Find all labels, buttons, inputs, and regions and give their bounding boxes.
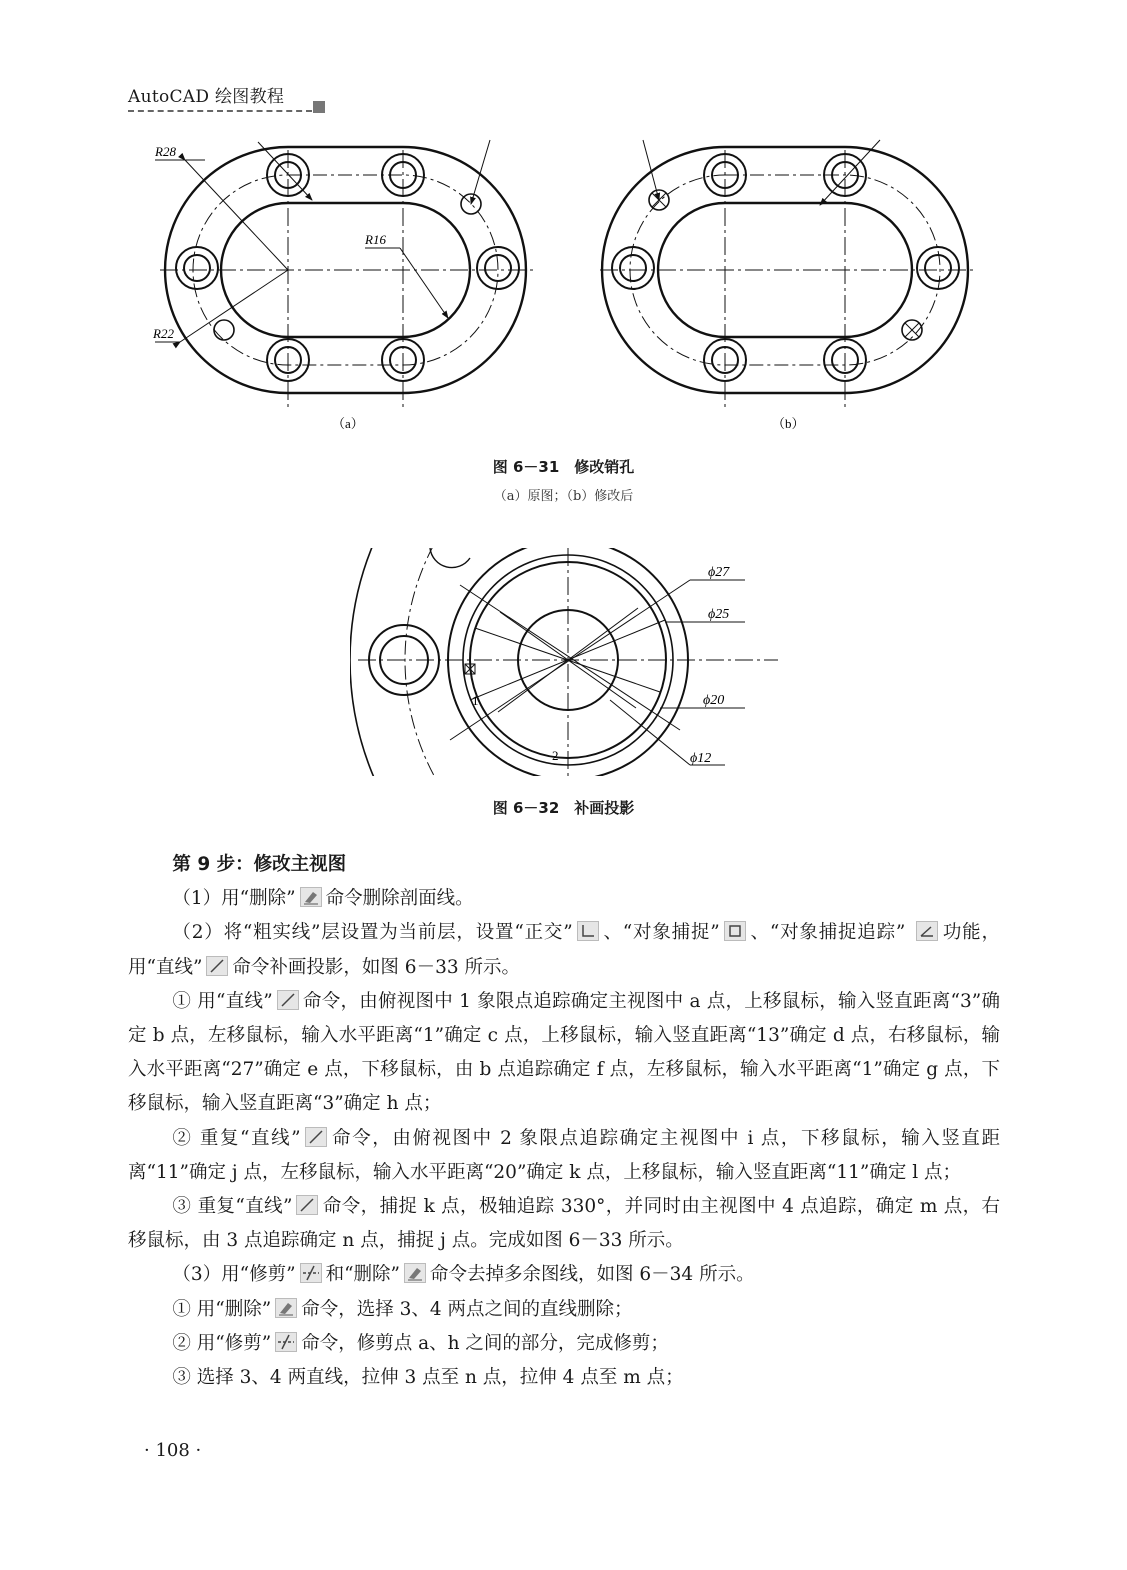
mark-2: 2: [552, 748, 559, 763]
figure-32-caption: 图 6－32 补画投影: [492, 799, 635, 817]
page-number: · 108 ·: [144, 1440, 202, 1461]
paragraph-6: [128, 1258, 1000, 1292]
figure-31-subcaption: （a）原图；（b）修改后: [493, 489, 634, 504]
dim-r16: R16: [365, 232, 386, 247]
figure-31a-drawing: [155, 140, 535, 410]
trim-icon: [300, 1263, 322, 1283]
p6-text-c: 命令去掉多余图线，如图 6－34 所示。: [430, 1264, 755, 1286]
otrack-icon: [916, 921, 938, 941]
p4-text-a: ② 重复“直线”: [172, 1127, 301, 1149]
eraser-icon: [275, 1298, 297, 1318]
dim-r28: R28: [155, 144, 176, 159]
line-icon: [305, 1127, 327, 1147]
p2-text-a: （2）将“粗实线”层设置为当前层，设置“正交”: [172, 922, 573, 944]
p8-text-b: 命令，修剪点 a、h 之间的部分，完成修剪；: [301, 1332, 669, 1354]
p5-text-b: 命令，捕捉 k 点，极轴追踪 330°，并同时由主视图中 4 点追踪，确定 m 点，右移鼠标，由 3 点追踪确定 n 点，捕捉 j 点。完成如图 6－33 所示。: [128, 1196, 1000, 1252]
trim-icon: [275, 1332, 297, 1352]
p7-text-a: ① 用“删除”: [172, 1298, 272, 1320]
eraser-icon: [300, 887, 322, 907]
p3-text-a: ① 用“直线”: [172, 990, 273, 1012]
paragraph-3: [128, 985, 1000, 1122]
p5-text-a: ③ 重复“直线”: [172, 1196, 293, 1218]
p7-text-b: 命令，选择 3、4 两点之间的直线删除；: [301, 1298, 633, 1320]
p2-text-e: 命令补画投影，如图 6－33 所示。: [232, 956, 520, 978]
dim-phi25: ϕ25: [708, 607, 730, 622]
dim-phi12: ϕ12: [690, 751, 712, 766]
p1-text-a: （1）用“删除”: [172, 888, 296, 910]
line-icon: [296, 1195, 318, 1215]
p3-text-b: 命令，由俯视图中 1 象限点追踪确定主视图中 a 点，上移鼠标，输入竖直距离“3”确定 b 点，左移鼠标，输入水平距离“1”确定 c 点，上移鼠标，输入竖直距离“13”确定 d 点，右移鼠标，输入水平距离“27”确定 e 点，下移鼠标，由 b 点追踪确定 f 点，左移鼠标，输入水平距离“1”确定 g 点，下移鼠标，输入竖直距离“3”确定 h 点；: [128, 990, 1001, 1115]
label-a: （a）: [332, 416, 364, 431]
paragraph-4: [128, 1122, 1000, 1190]
step-title: 第 9 步：修改主视图: [172, 854, 347, 875]
line-icon: [277, 990, 299, 1010]
body-text: [128, 848, 1000, 1395]
book-header: AutoCAD 绘图教程: [128, 87, 285, 107]
p2-text-b: 、“对象捕捉”: [602, 922, 720, 944]
paragraph-9: ③ 选择 3、4 两直线，拉伸 3 点至 n 点，拉伸 4 点至 m 点；: [172, 1367, 684, 1389]
dim-r22: R22: [153, 326, 174, 341]
mark-1: 1: [472, 693, 479, 708]
p1-text-b: 命令删除剖面线。: [325, 888, 474, 910]
ortho-icon: [577, 921, 599, 941]
dim-phi27: ϕ27: [708, 565, 730, 580]
paragraph-2: [128, 916, 1000, 984]
figure-32-drawing: [350, 360, 950, 820]
osnap-icon: [724, 921, 746, 941]
paragraph-8: [128, 1327, 1000, 1361]
figure-31b-drawing: [600, 140, 975, 410]
line-icon: [206, 956, 228, 976]
p2-text-c: 、“对象捕捉追踪”: [749, 922, 906, 944]
eraser-icon: [404, 1263, 426, 1283]
p4-text-b: 命令，由俯视图中 2 象限点追踪确定主视图中 i 点，下移鼠标，输入竖直距离“11”确定 j 点，左移鼠标，输入水平距离“20”确定 k 点，上移鼠标，输入竖直距离“11”确定 l 点；: [128, 1127, 1000, 1183]
p6-text-a: （3）用“修剪”: [172, 1264, 296, 1286]
paragraph-7: [128, 1293, 1000, 1327]
label-b: （b）: [772, 416, 805, 431]
figure-31-caption: 图 6－31 修改销孔: [492, 458, 635, 476]
paragraph-1: [128, 882, 1000, 916]
dim-phi20: ϕ20: [703, 693, 725, 708]
paragraph-5: [128, 1190, 1000, 1258]
p6-text-b: 和“删除”: [325, 1264, 400, 1286]
p8-text-a: ② 用“修剪”: [172, 1332, 272, 1354]
p2-text-d: 功能，用“直线”: [128, 922, 1000, 978]
